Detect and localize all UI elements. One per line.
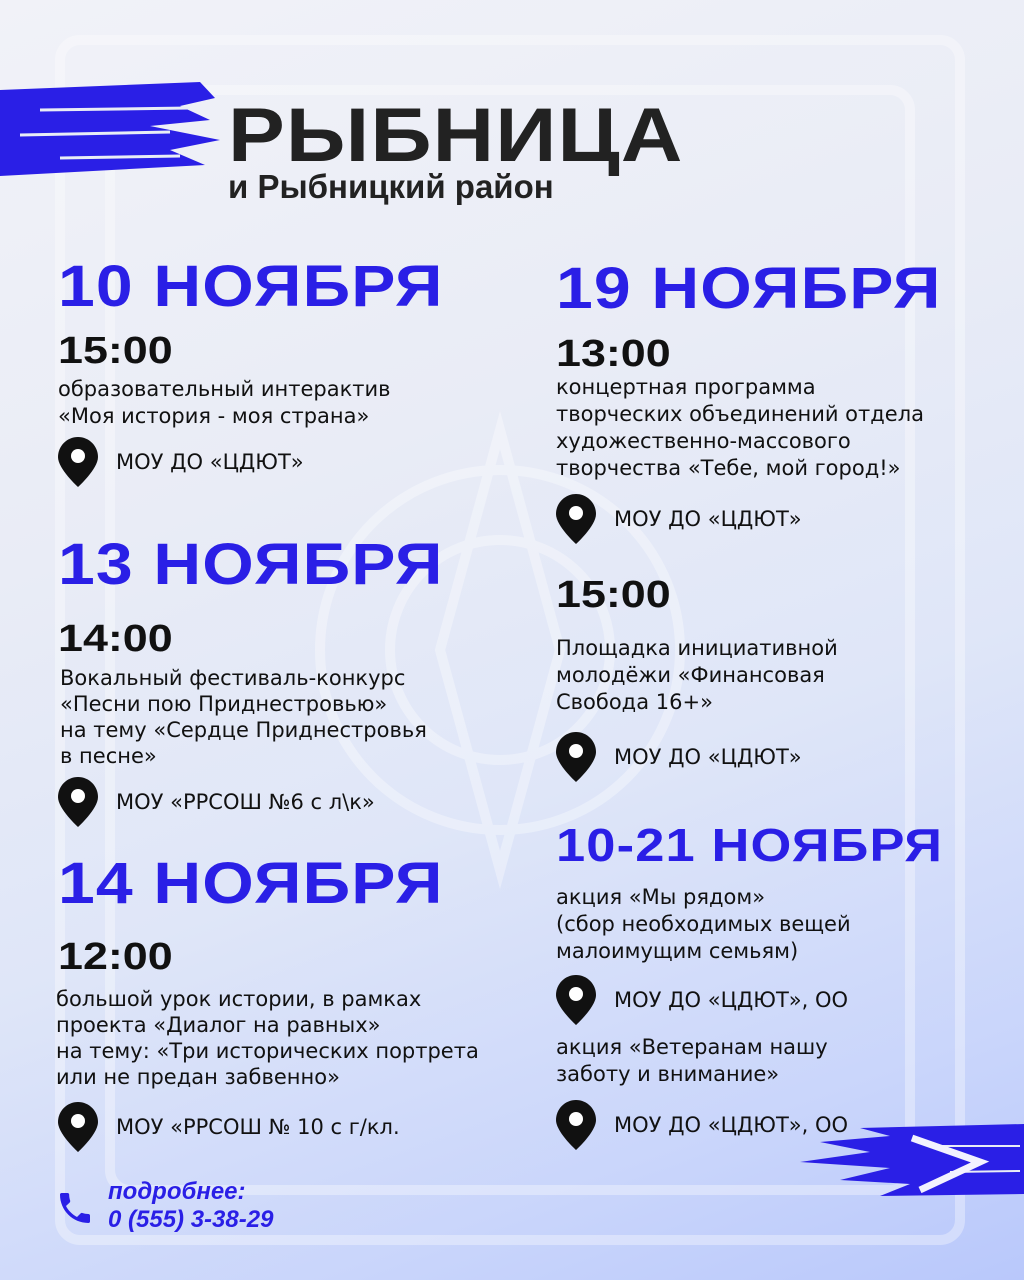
event-description: большой урок истории, в рамках проекта «Диалог на равных» на тему: «Три исторических портрета или не предан забвенно» bbox=[56, 987, 479, 1089]
location-pin-icon bbox=[58, 777, 98, 827]
date-heading: 14 НОЯБРЯ bbox=[58, 851, 444, 916]
event-location bbox=[58, 1102, 400, 1152]
event-location bbox=[556, 732, 802, 782]
date-heading: 10 НОЯБРЯ bbox=[58, 254, 444, 319]
event-time: 14:00 bbox=[58, 618, 173, 660]
event-location bbox=[556, 494, 802, 544]
location-text: МОУ «РРСОШ №6 с л\к» bbox=[116, 790, 375, 814]
contact-label: подробнее: bbox=[108, 1178, 246, 1205]
location-text: МОУ «РРСОШ № 10 с г/кл. bbox=[116, 1115, 400, 1139]
page-subtitle: и Рыбницкий район bbox=[228, 168, 554, 205]
location-text: МОУ ДО «ЦДЮТ», ОО bbox=[614, 988, 849, 1012]
location-pin-icon bbox=[556, 732, 596, 782]
date-heading: 19 НОЯБРЯ bbox=[556, 256, 942, 321]
event-description: акция «Ветеранам нашу заботу и внимание» bbox=[556, 1035, 828, 1086]
location-pin-icon bbox=[556, 1100, 596, 1150]
event-time: 12:00 bbox=[58, 936, 173, 978]
event-description: образовательный интерактив «Моя история - моя страна» bbox=[58, 377, 391, 428]
location-pin-icon bbox=[556, 975, 596, 1025]
location-pin-icon bbox=[58, 437, 98, 487]
location-text: МОУ ДО «ЦДЮТ» bbox=[614, 507, 802, 531]
event-location bbox=[58, 437, 304, 487]
event-description: Площадка инициативной молодёжи «Финансовая Свобода 16+» bbox=[556, 636, 838, 714]
event-description: Вокальный фестиваль-конкурс «Песни пою Приднестровью» на тему «Сердце Приднестровья в песне» bbox=[60, 666, 427, 768]
brush-stroke-decoration bbox=[0, 80, 230, 180]
event-time: 15:00 bbox=[556, 574, 671, 616]
location-pin-icon bbox=[58, 1102, 98, 1152]
event-description: акция «Мы рядом» (сбор необходимых вещей малоимущим семьям) bbox=[556, 885, 851, 963]
page-title: РЫБНИЦА bbox=[228, 93, 684, 178]
location-text: МОУ ДО «ЦДЮТ» bbox=[614, 745, 802, 769]
location-pin-icon bbox=[556, 494, 596, 544]
contact-info bbox=[108, 1178, 273, 1234]
event-time: 13:00 bbox=[556, 333, 671, 375]
phone-icon bbox=[55, 1186, 95, 1230]
event-time: 15:00 bbox=[58, 330, 173, 372]
event-location bbox=[58, 777, 375, 827]
contact-phone[interactable]: 0 (555) 3-38-29 bbox=[108, 1206, 274, 1233]
next-arrow-button[interactable] bbox=[800, 1124, 1024, 1200]
date-heading: 10-21 НОЯБРЯ bbox=[556, 819, 944, 871]
event-description: концертная программа творческих объединений отдела художественно-массового творчества «Тебе, мой город!» bbox=[556, 375, 924, 480]
date-heading: 13 НОЯБРЯ bbox=[58, 532, 444, 597]
location-text: МОУ ДО «ЦДЮТ», ОО bbox=[614, 1113, 849, 1137]
location-text: МОУ ДО «ЦДЮТ» bbox=[116, 450, 304, 474]
event-location bbox=[556, 975, 848, 1025]
